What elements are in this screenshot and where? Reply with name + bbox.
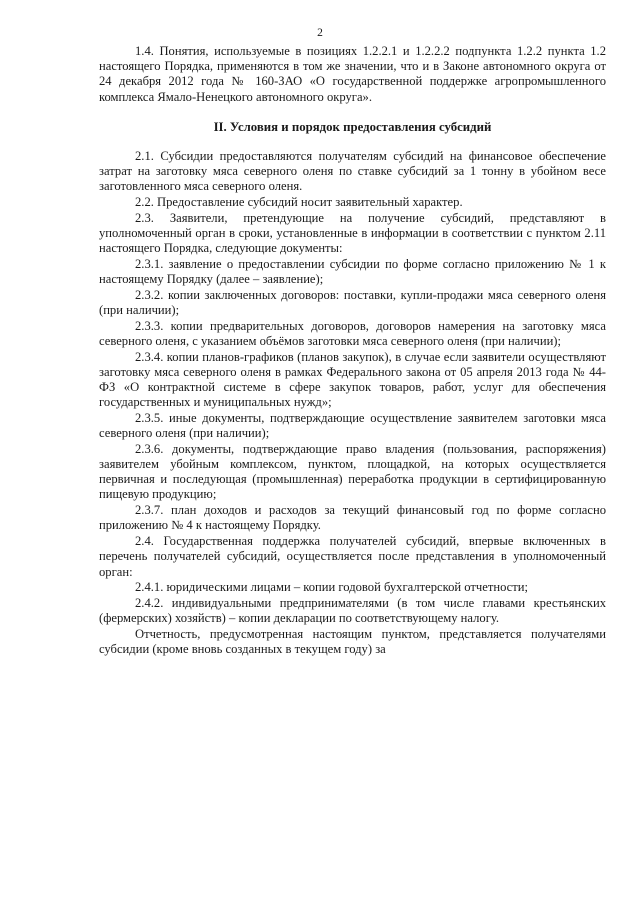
- paragraph-2-3-3: 2.3.3. копии предварительных договоров, договоров намерения на заготовку мяса северного оленя, с указанием объёмов заготовки мяса северного оленя (при наличии);: [99, 318, 606, 348]
- paragraph-2-2: 2.2. Предоставление субсидий носит заявительный характер.: [135, 195, 463, 210]
- paragraph-reporting: Отчетность, предусмотренная настоящим пунктом, представляется получателями субсидии (кроме вновь созданных в текущем году) за: [99, 626, 606, 657]
- paragraph-2-3-1: 2.3.1. заявление о предоставлении субсидии по форме согласно приложению № 1 к настоящему Порядку (далее – заявление);: [99, 256, 606, 287]
- paragraph-1-4: 1.4. Понятия, используемые в позициях 1.2.2.1 и 1.2.2.2 подпункта 1.2.2 пункта 1.2 настоящего Порядка, применяются в том же значении, что и в Законе автономного округа от 24 декабря 2012 года № 160-ЗАО «О государственной поддержке агропромышленного комплекса Ямало-Ненецкого автономного округа».: [99, 44, 606, 104]
- paragraph-2-4: 2.4. Государственная поддержка получателей субсидий, впервые включенных в перечень получателей субсидий, осуществляется после представления в уполномоченный орган:: [99, 534, 606, 579]
- paragraph-2-3-7: 2.3.7. план доходов и расходов за текущий финансовый год по форме согласно приложению № 4 к настоящему Порядку.: [99, 503, 606, 533]
- paragraph-2-3: 2.3. Заявители, претендующие на получение субсидий, представляют в уполномоченный орган в сроки, установленные в информации в соответствии с пунктом 2.11 настоящего Порядка, следующие документы:: [99, 210, 606, 256]
- paragraph-2-3-6: 2.3.6. документы, подтверждающие право владения (пользования, распоряжения) заявителем убойным комплексом, пунктом, площадкой, на которых осуществляется первичная и последующая (промышленная) переработка продукции в сертифицированную пищевую продукцию;: [99, 441, 606, 502]
- section-title: II. Условия и порядок предоставления субсидий: [213, 119, 492, 134]
- paragraph-2-4-2: 2.4.2. индивидуальными предпринимателями (в том числе главами крестьянских (фермерских) хозяйств) – копии декларации по соответствующему налогу.: [99, 595, 606, 626]
- paragraph-2-4-1: 2.4.1. юридическими лицами – копии годовой бухгалтерской отчетности;: [135, 580, 529, 595]
- paragraph-2-1: 2.1. Субсидии предоставляются получателям субсидий на финансовое обеспечение затрат на заготовку мяса северного оленя по ставке субсидий за 1 тонну в убойном весе заготовленного мяса северного оленя.: [99, 149, 606, 194]
- page-number: 2: [317, 27, 323, 39]
- paragraph-2-3-5: 2.3.5. иные документы, подтверждающие осуществление заявителем заготовки мяса северного оленя (при наличии);: [99, 410, 606, 441]
- document-body: [99, 44, 606, 657]
- paragraph-2-3-4: 2.3.4. копии планов-графиков (планов закупок), в случае если заявители осуществляют заготовку мяса северного оленя в рамках Федерального закона от 05 апреля 2013 года № 44-ФЗ «О контрактной системе в сфере закупок товаров, работ, услуг для обеспечения государственных и муниципальных нужд»;: [99, 349, 606, 410]
- paragraph-2-3-2: 2.3.2. копии заключенных договоров: поставки, купли-продажи мяса северного оленя (при наличии);: [99, 287, 606, 318]
